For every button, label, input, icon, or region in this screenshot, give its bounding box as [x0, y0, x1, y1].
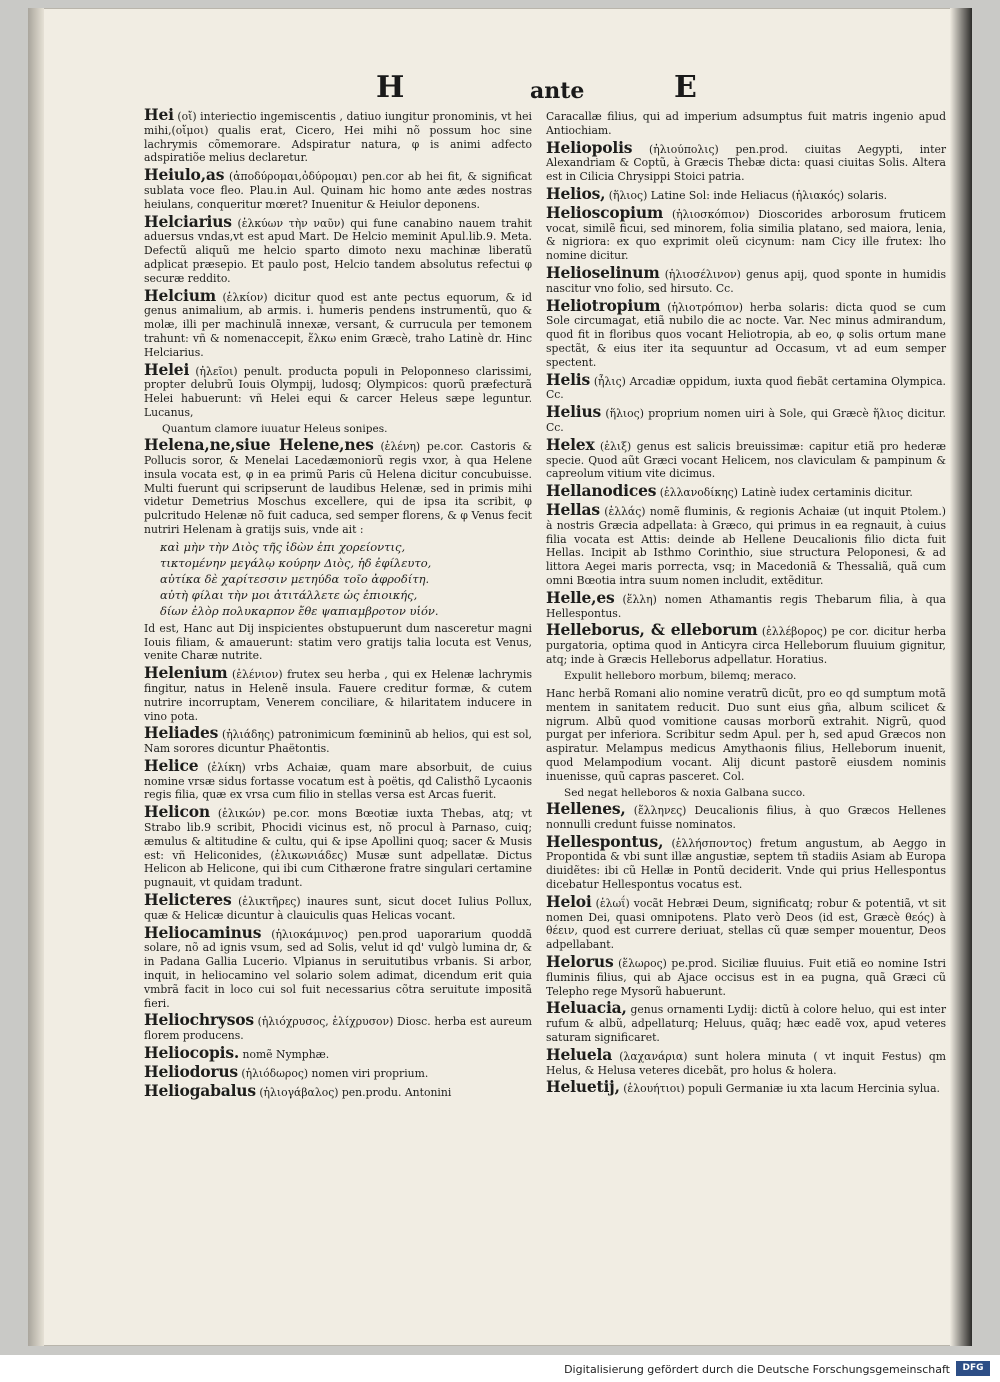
entry-headword: Helicteres	[144, 890, 232, 910]
entry-definition: (ἡλιογάβαλος) pen.produ. Antonini	[259, 1085, 452, 1099]
entry-definition: (ἑλωΐ) vocãt Hebræi Deum, significatq; robur & potentiã, vt sit nomen Dei, quasi omnipotens. Plato verò Deos (id est, Græcè θεός) à θέειν, quod est currere deriuat, stellas cũ quæ semper mouentur, Deos adpellabant.	[546, 896, 946, 952]
entry-headword: Helleborus, & elleborum	[546, 620, 758, 640]
left-column	[144, 105, 533, 1102]
entry-headword: Helex	[546, 434, 595, 454]
dictionary-entry	[546, 799, 946, 832]
entry-definition: (ἑλίκη) vrbs Achaiæ, quam mare absorbuit, de cuius nomine vrsæ sidus fortasse vocatum est à poëtis, qd Calisthõ Lycaonis regis filia, quæ ex vrsa cum filio in stellas versa est Arcas fuerit.	[144, 760, 532, 802]
entry-definition: (ἦλις) Arcadiæ oppidum, iuxta quod fiebãt certamina Olympica. Cc.	[546, 374, 946, 402]
entry-headword: Heluetij,	[546, 1077, 620, 1097]
page-gutter-shadow	[28, 8, 44, 1346]
dictionary-entry	[546, 183, 946, 203]
entry-headword: Heliogabalus	[144, 1080, 256, 1100]
entry-definition: (ἑλκίον) dicitur quod est ante pectus equorum, & id genus animalium, ab armis. i. humeris pendens instrumentũ, quo & molæ, illi per machinulã innexæ, versant, & currucula per temonem trahunt: vñ & nomenaccepit, ἕλκω enim Græcè, traho Latinè dr. Hinc Helciarius.	[144, 290, 532, 359]
entry-definition: (ἡλιοτρόπιον) herba solaris: dicta quod se cum Sole circumagat, etiã nubilo die ac nocte. Var. Nec minus admirandum, quod fit in floribus quos vocant Heliotropia, ab eo, φ solis ortum mane spectãt, & eius iter ita sequuntur ad Occasum, vt ad eum semper spectent.	[546, 300, 946, 369]
entry-definition: (ἑλένη) pe.cor. Castoris & Pollucis soror, & Menelai Lacedæmoniorũ regis vxor, à qua Helene insula vocata est, φ in ea primũ Paris cũ Helena dicitur concubuisse. Multi fuerunt qui scripserunt de laudibus Helenæ, sed in primis mihi videtur Demetrius Moschus excellere, qui de ipsa ita scribit, φ pulcritudo Helenæ nõ fuit caduca, sed semper florens, & φ Venus fecit nutriri Helenam à gratijs suis, vnde ait :	[144, 440, 533, 536]
dictionary-entry	[144, 105, 533, 165]
entry-definition: (οἴ) interiectio ingemiscentis , datiuo iungitur pronominis, vt hei mihi,(οἴμοι) qualis erat, Cicero, Hei mihi nõ possum hoc sine lachrymis cõmemorare. Adspiratur natura, φ is animi adfecto adspiratiõe melius declaretur.	[144, 110, 533, 165]
entry-headword: Helei	[144, 359, 190, 379]
entry-headword: Hellenes,	[546, 799, 626, 819]
entry-definition: (ἑλουήτιοι) populi Germaniæ iu xta lacum Hercinia sylua.	[623, 1082, 940, 1096]
entry-headword: Helcium	[144, 285, 216, 305]
entry-headword: Heliocaminus	[144, 922, 262, 942]
dictionary-entry	[144, 922, 532, 1011]
right-column	[546, 108, 946, 1099]
entry-headword: Helicon	[144, 802, 210, 822]
entry-definition: (ἡλιάδης) patronimicum fœmininũ ab helios, qui est sol, Nam sorores dicuntur Phaëtontis.	[144, 728, 532, 756]
dictionary-entry	[144, 663, 533, 723]
entry-definition: (ἕλληνες) Deucalionis filius, à quo Græcos Hellenes nonnulli credunt fuisse nominatos.	[546, 804, 946, 831]
entry-headword: Helenium	[144, 663, 228, 683]
entry-headword: Heliotropium	[546, 295, 661, 315]
dictionary-entry	[144, 165, 532, 211]
dictionary-entry	[144, 802, 533, 890]
entry-definition: (ἀποδύρομαι,ὀδύρομαι) pen.cor ab hei fit, & significat sublata voce fleo. Plau.in Aul. Quinam hic homo ante ædes nostras heiulans, conqueritur mœret? Inuenitur & Heiulor deponens.	[144, 170, 532, 211]
entry-headword: Helena,ne,siue Helene,nes	[144, 435, 374, 455]
entry-definition: (ἡλιούπολις) pen.prod. ciuitas Aegypti, inter Alexandriam & Coptũ, à Græcis Thebæ dicta: quasi ciuitas Solis. Altera est in Cilicia Chrysippi Stoici patria.	[546, 142, 947, 184]
entry-definition: (ἑλλανοδίκης) Latinè iudex certaminis dicitur.	[659, 486, 913, 500]
entry-headword: Heliodorus	[144, 1061, 238, 1081]
entry-definition: (ἠλεῖοι) penult. producta populi in Peloponneso clarissimi, propter delubrũ Iouis Olympij, ludosq; Olympicos: quorũ præfecturã Helei habuerunt: vñ Helei equi & carcer Heleus sæpe leguntur. Lucanus,	[144, 364, 532, 419]
entry-headword: Heliades	[144, 723, 219, 743]
greek-verse-line: καὶ μὴν τὴν Διὸς τῆς ἰδὼν ἐπι χορείοντις,	[160, 539, 406, 554]
entry-headword: Heliocopis.	[144, 1043, 240, 1063]
dictionary-entry	[144, 285, 532, 360]
running-header	[28, 68, 972, 108]
entry-headword: Helioscopium	[546, 202, 664, 222]
entry-definition: (ἑλιξ) genus est salicis breuissimæ: capitur etiã pro hederæ specie. Quod aũt Græci vocant Helicem, nos claviculam & pampinum & capreolum vitium vite dicimus.	[546, 439, 946, 481]
dictionary-entry	[546, 202, 946, 263]
entry-headword: Heliopolis	[546, 137, 633, 157]
dictionary-entry	[144, 755, 532, 802]
entry-definition: (ἑλλέβορος) pe cor. dicitur herba purgatoria, optima quod in Anticyra circa Helleborum fluuium gignitur, atq; inde à Græcis Helleborus adpellatur. Horatius.	[546, 625, 947, 666]
header-middle-word: ante	[530, 78, 585, 104]
dictionary-entry	[144, 1043, 532, 1063]
dfg-logo: DFG	[956, 1361, 990, 1376]
entry-headword: Heluela	[546, 1044, 613, 1064]
dictionary-entry	[546, 998, 946, 1045]
entry-headword: Helice	[144, 755, 199, 775]
dictionary-entry	[144, 211, 532, 286]
dictionary-entry	[144, 359, 532, 420]
entry-definition: (ἡλιοσκόπιον) Dioscorides arborosum fruticem vocat, similẽ ficui, sed minorem, folia similia platano, sed maiora, lenia, & nigriora: ex quo exprimit oleũ cicynum: nam Cicy ille frutex: lho nomine dicitur.	[546, 207, 946, 263]
entry-definition: (ἑλλήσποντος) fretum angustum, ab Aeggo in Propontida & vbi sunt illæ angustiæ, septem tñ stadiis Asiam ab Europa diuidẽtes: ibi cũ Hellæ in Pontũ deciderit. Vnde qui prius Hellespontus dicebatur Hellespontus vocatus est.	[546, 836, 946, 892]
entry-headword: Hellespontus,	[546, 831, 664, 851]
entry-headword: Heloi	[546, 891, 592, 911]
entry-definition: (ἡλιοσέλινον) genus apij, quod sponte in humidis nascitur vno folio, sed hirsuto. Cc.	[546, 267, 946, 295]
dictionary-entry	[144, 435, 533, 537]
entry-definition: (ἑλένιον) frutex seu herba , qui ex Helenæ lachrymis fingitur, natus in Helenẽ insula. Fauere creditur formæ, & cutem nutrire incorruptam, Venerem conciliare, & hilaritatem inducere in vino pota.	[144, 668, 533, 723]
entry-definition: (ἑλλάς) nomẽ fluminis, & regionis Achaiæ (ut inquit Ptolem.) à nostris Græcia adpellata: à Græco, qui primus in ea regnauit, à cuius filia vocata est Attis: deinde ab Hellene Deucalionis filio dicta fuit Hellas. Incipit ab Isthmo Corinthio, siue structura Peloponesi, & ad littora Aegei maris porrecta, vsq; in Macedoniã & Thessaliã, quã cum omni Bœotia intra suum nomen includit, extẽditur.	[546, 504, 946, 587]
entry-headword: Helius	[546, 402, 602, 422]
entry-definition: (ἑλκύων τὴν ναῦν) qui fune canabino nauem trahit aduersus vndas,vt est apud Mart. De Helcio meminit Apul.lib.9. Meta. Defectũ aliquũ me helcio sparto dimoto nexu machinæ liberatũ adplicat præsepio. Et paulo post, Helcio tandem absolutus refectui φ securæ reddito.	[144, 216, 532, 285]
dictionary-entry	[546, 952, 946, 998]
dictionary-entry	[546, 108, 946, 138]
entry-definition: (ἑλικών) pe.cor. mons Bœotiæ iuxta Thebas, atq; vt Strabo lib.9 scribit, Phocidi vicinus est, nõ procul à Parnaso, cuiq; æmulus & altitudine & cultu, qui & ipse Apollini quoq; sacer & Musis est: vñ Heliconides, (ἑλικωνιάδες) Musæ sunt adpellatæ. Dictus Helicon ab Helicone, qui ibi cum Cithærone fratre singulari certamine pugnauit, vt quidam tradunt.	[144, 807, 533, 890]
entry-headword: Heiulo,as	[144, 165, 225, 185]
entry-definition: nomẽ Nymphæ.	[242, 1048, 330, 1062]
entry-definition: Hanc herbã Romani alio nomine veratrũ dicũt, pro eo qd sumptum motã mentem in sanitatem reducit. Duo sunt eius gña, album scilicet & nigrum. Albũ quod vomitione causas morborũ extrahit. Nigrũ, quod purgat per inferiora. Scribitur sedm Apul. per h, sed apud Græcos non aspiratur. Melampus medicus Amythaonis filius, Helleborum inuenit, quod Melampodium vocant. Alij dicunt pastorẽ eiusdem nominis inuenisse, quũ capras pasceret. Col.	[546, 687, 946, 783]
dictionary-entry	[144, 1010, 532, 1043]
dictionary-entry	[144, 890, 532, 923]
dictionary-entry	[546, 1044, 947, 1078]
dictionary-entry	[546, 481, 946, 501]
dictionary-entry	[546, 295, 946, 370]
entry-headword: Hei	[144, 105, 174, 124]
entry-headword: Helioselinum	[546, 262, 660, 282]
dictionary-entry	[546, 262, 946, 296]
entry-headword: Helorus	[546, 952, 614, 972]
dictionary-entry	[546, 1077, 946, 1097]
entry-definition: genus ornamenti Lydij: dictũ à colore heluo, qui est inter rufum & albũ, adpellaturq; Heluus, quãq; hæc eadẽ vox, apud veteres saturam significaret.	[546, 1003, 946, 1045]
entry-definition: (ἕλωρος) pe.prod. Siciliæ fluuius. Fuit etiã eo nomine Istri fluminis filius, qui ab Ajace occisus est in ea pugna, quã Græci cũ Telepho rege Mysorũ habuerunt.	[546, 957, 946, 998]
entry-headword: Hellas	[546, 499, 600, 519]
entry-definition: (ἡλιόδωρος) nomen viri proprium.	[241, 1066, 429, 1080]
footer-bar	[0, 1356, 1000, 1382]
entry-definition: (ἥλιος) Latine Sol: inde Heliacus (ἡλιακός) solaris.	[608, 188, 888, 202]
dictionary-entry	[546, 685, 946, 784]
header-left-letter: H	[376, 70, 405, 105]
funding-notice: Digitalisierung gefördert durch die Deutsche Forschungsgemeinschaft	[564, 1363, 950, 1376]
entry-headword: Hellanodices	[546, 481, 657, 501]
dictionary-entry	[144, 1080, 532, 1100]
entry-headword: Heliochrysos	[144, 1010, 254, 1030]
entry-headword: Helle,es	[546, 587, 615, 607]
entry-definition: (λαχανάρια) sunt holera minuta ( vt inquit Festus) qm Helus, & Helusa veteres dicebãt, pro holus & holera.	[546, 1049, 947, 1077]
dictionary-entry	[546, 499, 946, 588]
verse-quotation: Sed negat helleboros & noxia Galbana succo.	[564, 786, 806, 799]
dictionary-entry	[144, 620, 532, 663]
dictionary-entry	[546, 891, 946, 952]
greek-verse-line: τικτομένην μεγάλῳ κούρην Διὸς, ἡδ ἐφίλευτο,	[160, 555, 432, 570]
entry-definition: Id est, Hanc aut Dij inspicientes obstupuerunt dum nasceretur magni Iouis filiam, & amauerunt: statim vero gratijs talia locuta est Venus, venite Charæ nutrite.	[144, 621, 532, 663]
dictionary-entry	[546, 369, 946, 403]
verse-quotation: Expulit helleboro morbum, bilemq; meraco.	[564, 669, 797, 682]
entry-definition: Caracallæ filius, qui ad imperium adsumptus fuit matris ingenio apud Antiochiam.	[546, 110, 946, 137]
entry-definition: (ἑλικτῆρες) inaures sunt, sicut docet Iulius Pollux, quæ & Helicæ dicuntur à clauiculis quas Helicas vocant.	[144, 895, 532, 922]
dictionary-entry	[546, 434, 946, 481]
dictionary-entry	[546, 620, 947, 666]
entry-definition: (ἡλιόχρυσος, ἑλίχρυσον) Diosc. herba est aureum florem producens.	[144, 1015, 532, 1043]
entry-headword: Helios,	[546, 183, 606, 203]
entry-headword: Heluacia,	[546, 998, 627, 1018]
entry-definition: (ἡλιοκάμινος) pen.prod uaporarium quoddã solare, nõ ad ignis vsum, sed ad Solis, velut id qd' vulgò lumina dr, & in Padana Gallia Lucerio. Vlpianus in seruitutibus vrbanis. Si arbor, inquit, in heliocamino vel solario solem adimat, dicendum erit quia vmbrã facit in loco cui sol fuit necessarius cõtra seruitute impositã fieri.	[144, 927, 532, 1010]
dictionary-entry	[144, 723, 532, 756]
dictionary-page	[28, 8, 972, 1346]
greek-verse-line: αὐτὴ φίλαι τὴν μοι ἀτιτάλλετε ὡς ἐπιοικής,	[160, 587, 418, 602]
header-right-letter: E	[674, 70, 697, 105]
dictionary-entry	[546, 587, 946, 621]
entry-definition: (ἥλιος) proprium nomen uiri à Sole, qui Græcè ἥλιος dicitur. Cc.	[546, 407, 946, 434]
dictionary-entry	[546, 831, 946, 892]
entry-headword: Helciarius	[144, 211, 232, 231]
entry-headword: Helis	[546, 369, 591, 389]
dictionary-entry	[144, 1061, 532, 1081]
dictionary-entry	[546, 402, 946, 435]
verse-quotation: Quantum clamore iuuatur Heleus sonipes.	[162, 422, 388, 435]
page-right-edge	[950, 8, 972, 1346]
greek-verse-line: δίων ἐλὸρ πολυκαρπον ἔθε ψαπιαμβροτον υἱόν.	[160, 603, 439, 618]
dictionary-entry	[546, 137, 947, 184]
greek-verse-line: αὐτίκα δὲ χαρίτεσσιν μετηύδα τοῖο ἀφροδίτη.	[160, 571, 430, 586]
entry-definition: (ἕλλη) nomen Athamantis regis Thebarum filia, à qua Hellespontus.	[546, 592, 946, 620]
